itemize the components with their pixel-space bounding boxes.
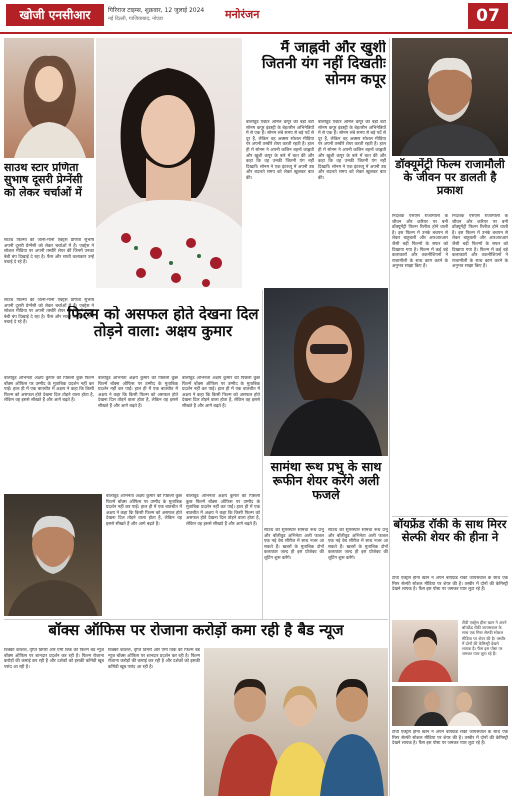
portrait-silhouette-icon: [4, 38, 94, 158]
boxoffice-article-col1: विक्की कौशल, तृप्ति डिमरी और एमी विर्क की फिल्म बैड न्यूज बॉक्स ऑफिस पर शानदार प्रदर्शन कर रही है। फिल्म रोजाना करोड़ों की कमाई कर रही है और दर्शकों को इसकी कॉमेडी खूब पसंद आ रही है।: [4, 648, 104, 670]
newspaper-logo: खोजी एनसीआर: [6, 4, 104, 26]
akshay-article-col5: बॉलीवुड अभिनेता अक्षय कुमार की पिछली कुछ फिल्में बॉक्स ऑफिस पर उम्मीद के मुताबिक प्रदर्शन नहीं कर पाईं। हाल ही में एक बातचीत में अक्षय ने कहा कि किसी फिल्म को असफल होते देखना दिल तोड़ने वाला होता है, लेकिन वह इससे सीखते हैं और आगे बढ़ते हैं।: [186, 494, 260, 527]
bad-newz-cast-photo: [204, 648, 388, 796]
boxoffice-article-col2: विक्की कौशल, तृप्ति डिमरी और एमी विर्क की फिल्म बैड न्यूज बॉक्स ऑफिस पर शानदार प्रदर्शन कर रही है। फिल्म रोजाना करोड़ों की कमाई कर रही है और दर्शकों को इसकी कॉमेडी खूब पसंद आ रही है।: [108, 648, 200, 670]
sonam-silhouette-icon: [96, 38, 242, 288]
akshay-headline: फिल्म को असफल होते देखना दिल तोड़ने वाला: अक्षय कुमार: [67, 306, 259, 340]
samantha-headline: सामंथा रूथ प्रभु के साथ रूफीन शेयर करेंगे अली फजले: [270, 460, 382, 502]
dateline: गिरिराज टाइम्स, शुक्रवार, 12 जुलाई 2024: [108, 7, 205, 14]
akshay-article-col3: बॉलीवुड अभिनेता अक्षय कुमार की पिछली कुछ फिल्में बॉक्स ऑफिस पर उम्मीद के मुताबिक प्रदर्शन नहीं कर पाईं। हाल ही में एक बातचीत में अक्षय ने कहा कि किसी फिल्म को असफल होते देखना दिल तोड़ने वाला होता है, लेकिन वह इससे सीखते हैं और आगे बढ़ते हैं।: [182, 376, 260, 409]
section-rule: [392, 516, 508, 517]
rocky-article: टीवी एक्ट्रेस हीना खान ने अपने बॉयफ्रेंड रॉकी जायसवाल के साथ एक मिरर सेल्फी सोशल मीडिया पर शेयर की है। तस्वीर में दोनों की केमिस्ट्री देखने लायक है। फैंस इस पोस्ट पर जमकर प्यार लुटा रहे हैं।: [392, 576, 508, 593]
akshay-article-col1: बॉलीवुड अभिनेता अक्षय कुमार की पिछली कुछ फिल्में बॉक्स ऑफिस पर उम्मीद के मुताबिक प्रदर्शन नहीं कर पाईं। हाल ही में एक बातचीत में अक्षय ने कहा कि किसी फिल्म को असफल होते देखना दिल तोड़ने वाला होता है, लेकिन वह इससे सीखते हैं और आगे बढ़ते हैं।: [4, 376, 94, 404]
couple-silhouette-icon: [392, 686, 508, 726]
akshay-silhouette-icon: [4, 494, 102, 616]
bad-newz-cast-silhouette-icon: [204, 648, 388, 796]
samantha-silhouette-icon: [264, 288, 388, 456]
hina-rocky-selfie-photo: [392, 686, 508, 726]
rocky-article-bottom: टीवी एक्ट्रेस हीना खान ने अपने बॉयफ्रेंड रॉकी जायसवाल के साथ एक मिरर सेल्फी सोशल मीडिया पर शेयर की है। तस्वीर में दोनों की केमिस्ट्री देखने लायक है। फैंस इस पोस्ट पर जमकर प्यार लुटा रहे हैं।: [392, 730, 508, 747]
hina-khan-photo: [392, 620, 458, 682]
samantha-photo: [264, 288, 388, 456]
section-title: मनोरंजन: [225, 8, 260, 21]
rajamouli-article-col2: निर्देशक एसएस राजामौली के जीवन और करियर पर बनी डॉक्यूमेंट्री फिल्म रिलीज होने वाली है। इस फिल्म में उनके बचपन से लेकर बाहुबली और आरआरआर जैसी बड़ी फिल्मों के सफर को दिखाया गया है। फिल्म में कई बड़े कलाकारों और तकनीशियनों ने राजामौली के साथ काम करने के अनुभव साझा किए हैं।: [452, 214, 508, 270]
samantha-article-col1: साउथ की सुपरस्टार सामंथा रूथ प्रभु और बॉलीवुड अभिनेता अली फजल एक नई वेब सीरीज में साथ नजर आ सकते हैं। खबरों के मुताबिक दोनों कलाकार जल्द ही इस प्रोजेक्ट की शूटिंग शुरू करेंगे।: [264, 528, 324, 561]
samantha-article-col2: साउथ की सुपरस्टार सामंथा रूथ प्रभु और बॉलीवुड अभिनेता अली फजल एक नई वेब सीरीज में साथ नजर आ सकते हैं। खबरों के मुताबिक दोनों कलाकार जल्द ही इस प्रोजेक्ट की शूटिंग शुरू करेंगे।: [328, 528, 388, 561]
boxoffice-headline: बॉक्स ऑफिस पर रोजाना करोड़ों कमा रही है बैड न्यूज: [48, 622, 344, 639]
column-rule: [262, 290, 263, 620]
pranitha-article: साउथ फिल्मों की जानी-मानी एक्ट्रेस प्रणिता सुभाष अपनी दूसरी प्रेग्नेंसी को लेकर चर्चाओं में हैं। एक्ट्रेस ने सोशल मीडिया पर अपनी तस्वीरें शेयर कीं जिनमें उनका बेबी बंप दिखाई दे रहा है। फैंस और साथी कलाकार उन्हें बधाई दे रहे हैं।: [4, 238, 94, 266]
dateline-edition: नई दिल्ली, गाजियाबाद, नोएडा: [108, 16, 163, 22]
hina-silhouette-icon: [392, 620, 458, 682]
rajamouli-headline: डॉक्यूमेंट्री फिल्म राजामौली के जीवन पर डालती है प्रकाश: [395, 158, 505, 197]
rocky-headline: बॉयफ्रेंड रॉकी के साथ मिरर सेल्फी शेयर की हीना ने: [393, 518, 507, 544]
rajamouli-photo: [392, 38, 508, 156]
pranitha-article-cont: साउथ फिल्मों की जानी-मानी एक्ट्रेस प्रणिता सुभाष अपनी दूसरी प्रेग्नेंसी को लेकर चर्चाओं में हैं। एक्ट्रेस ने सोशल मीडिया पर अपनी तस्वीरें शेयर कीं जिनमें उनका बेबी बंप दिखाई दे रहा है। फैंस और साथी कलाकार उन्हें बधाई दे रहे हैं।: [4, 298, 94, 326]
pranitha-photo: [4, 38, 94, 158]
rocky-article-side: टीवी एक्ट्रेस हीना खान ने अपने बॉयफ्रेंड रॉकी जायसवाल के साथ एक मिरर सेल्फी सोशल मीडिया पर शेयर की है। तस्वीर में दोनों की केमिस्ट्री देखने लायक है। फैंस इस पोस्ट पर जमकर प्यार लुटा रहे हैं।: [462, 620, 507, 657]
pranitha-headline: साउथ स्टार प्रणिता सुभाष दूसरी प्रेग्नेंसी को लेकर चर्चाओं में: [4, 162, 83, 199]
akshay-article-col4: बॉलीवुड अभिनेता अक्षय कुमार की पिछली कुछ फिल्में बॉक्स ऑफिस पर उम्मीद के मुताबिक प्रदर्शन नहीं कर पाईं। हाल ही में एक बातचीत में अक्षय ने कहा कि किसी फिल्म को असफल होते देखना दिल तोड़ने वाला होता है, लेकिन वह इससे सीखते हैं और आगे बढ़ते हैं।: [106, 494, 182, 527]
masthead: [0, 0, 512, 34]
akshay-kumar-photo: [4, 494, 102, 616]
rajamouli-silhouette-icon: [392, 38, 508, 156]
rajamouli-article-col1: निर्देशक एसएस राजामौली के जीवन और करियर पर बनी डॉक्यूमेंट्री फिल्म रिलीज होने वाली है। इस फिल्म में उनके बचपन से लेकर बाहुबली और आरआरआर जैसी बड़ी फिल्मों के सफर को दिखाया गया है। फिल्म में कई बड़े कलाकारों और तकनीशियनों ने राजामौली के साथ काम करने के अनुभव साझा किए हैं।: [392, 214, 448, 270]
sonam-headline: मैं जाह्नवी और खुशी जितनी यंग नहीं दिखतीः सोनम कपूर: [261, 40, 386, 89]
akshay-article-col2: बॉलीवुड अभिनेता अक्षय कुमार की पिछली कुछ फिल्में बॉक्स ऑफिस पर उम्मीद के मुताबिक प्रदर्शन नहीं कर पाईं। हाल ही में एक बातचीत में अक्षय ने कहा कि किसी फिल्म को असफल होते देखना दिल तोड़ने वाला होता है, लेकिन वह इससे सीखते हैं और आगे बढ़ते हैं।: [98, 376, 178, 409]
sonam-article-col1: बॉलीवुड एक्टर अनिल कपूर की बड़ी बेटी सोनम कपूर इंडस्ट्री के बेहतरीन अभिनेत्रियों में से एक हैं। सोनम लंबे समय से बड़े पर्दे से दूर हैं, लेकिन वह अक्सर सोशल मीडिया पर अपनी तस्वीरें शेयर करती रहती हैं। हाल ही में सोनम ने अपनी कजिन बहनों जाह्नवी और खुशी कपूर के बारे में बात की और कहा कि वह उनकी जितनी यंग नहीं दिखतीं। सोनम ने एक इंटरव्यू में अपनी उम्र और बदलते समय को लेकर खुलकर बात की।: [246, 120, 314, 181]
column-rule: [389, 38, 390, 796]
section-rule: [4, 619, 388, 620]
sonam-kapoor-photo: [96, 38, 242, 288]
sonam-article-col2: बॉलीवुड एक्टर अनिल कपूर की बड़ी बेटी सोनम कपूर इंडस्ट्री के बेहतरीन अभिनेत्रियों में से एक हैं। सोनम लंबे समय से बड़े पर्दे से दूर हैं, लेकिन वह अक्सर सोशल मीडिया पर अपनी तस्वीरें शेयर करती रहती हैं। हाल ही में सोनम ने अपनी कजिन बहनों जाह्नवी और खुशी कपूर के बारे में बात की और कहा कि वह उनकी जितनी यंग नहीं दिखतीं। सोनम ने एक इंटरव्यू में अपनी उम्र और बदलते समय को लेकर खुलकर बात की।: [318, 120, 386, 181]
page-number: 07: [468, 3, 508, 29]
